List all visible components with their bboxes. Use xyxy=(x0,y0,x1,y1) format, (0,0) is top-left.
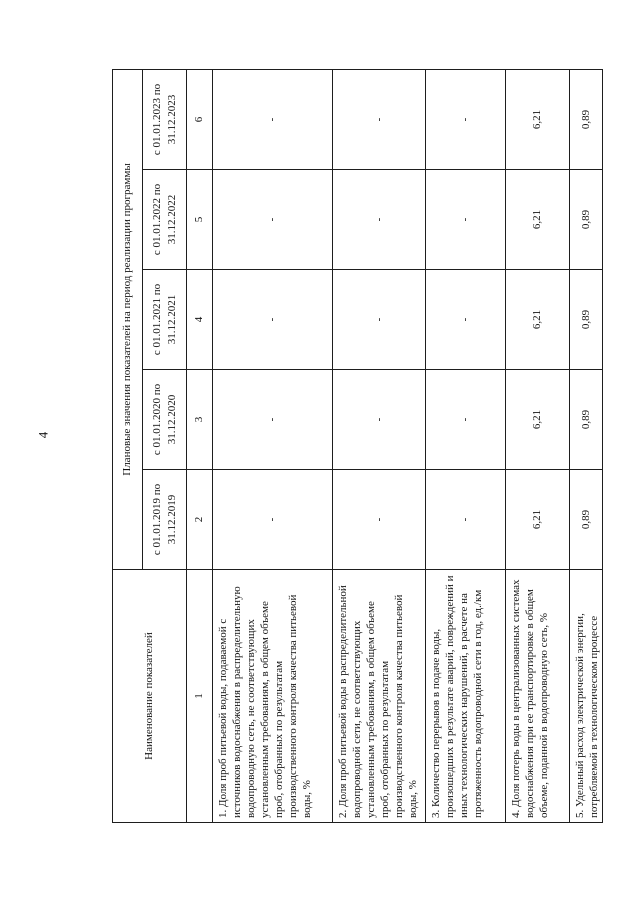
planned-values-group-header: Плановые значения показателей на период реализации программы xyxy=(113,69,143,569)
indicator-value: - xyxy=(333,470,426,570)
indicator-name: 1. Доля проб питьевой воды, подаваемой с источников водоснабжения в распределительную водопроводную сеть, не соответствующих установленным требованиям, в общем объеме проб, отобранных по результатам производственного контроля качества питьевой воды, % xyxy=(213,570,333,823)
indicator-value: - xyxy=(426,370,506,470)
indicator-value: - xyxy=(333,370,426,470)
indicator-value: 6,21 xyxy=(506,170,570,270)
indicator-name: 4. Доля потерь воды в централизованных системах водоснабжения при ее транспортировке в общем объеме, поданной в водопроводную сеть, % xyxy=(506,570,570,823)
indicator-value: - xyxy=(213,470,333,570)
table-row xyxy=(570,69,603,822)
period-header: с 01.01.2023 по 31.12.2023 xyxy=(143,69,187,169)
indicator-name: 3. Количество перерывов в подаче воды, произошедших в результате аварий, повреждений и иных технологических нарушений, в расчете на протяженность водопроводной сети в год, ед./км xyxy=(426,570,506,823)
indicator-value: 6,21 xyxy=(506,270,570,370)
indicator-value: 6,21 xyxy=(506,470,570,570)
indicator-value: - xyxy=(333,270,426,370)
period-header: с 01.01.2022 по 31.12.2022 xyxy=(143,170,187,270)
indicator-value: 0,89 xyxy=(570,370,603,470)
indicator-value: - xyxy=(426,270,506,370)
column-number: 1 xyxy=(187,570,213,823)
indicator-value: 0,89 xyxy=(570,470,603,570)
column-number: 6 xyxy=(187,69,213,169)
table-row xyxy=(506,69,570,822)
indicator-value: - xyxy=(213,270,333,370)
indicator-value: 0,89 xyxy=(570,270,603,370)
column-number: 4 xyxy=(187,270,213,370)
indicator-value: 6,21 xyxy=(506,69,570,169)
column-number: 3 xyxy=(187,370,213,470)
indicator-value: 0,89 xyxy=(570,69,603,169)
indicator-value: - xyxy=(333,170,426,270)
period-header: с 01.01.2019 по 31.12.2019 xyxy=(143,470,187,570)
indicator-name: 5. Удельный расход электрической энергии, потребляемой в технологическом процессе xyxy=(570,570,603,823)
page-number: 4 xyxy=(35,431,51,439)
indicator-name: 2. Доля проб питьевой воды в распределительной водопроводной сети, не соответствующих установленным требованиям, в общем объеме проб, отобранных по результатам производственного контроля качества питьевой воды, % xyxy=(333,570,426,823)
indicator-value: 0,89 xyxy=(570,170,603,270)
indicator-value: - xyxy=(426,470,506,570)
indicator-value: - xyxy=(426,170,506,270)
table-row xyxy=(333,69,426,822)
indicator-value: - xyxy=(426,69,506,169)
indicator-value: - xyxy=(333,69,426,169)
period-header: с 01.01.2021 по 31.12.2021 xyxy=(143,270,187,370)
indicators-table xyxy=(112,69,603,823)
indicator-value: - xyxy=(213,69,333,169)
name-column-header: Наименование показателей xyxy=(113,570,187,823)
indicators-table-rotated xyxy=(112,70,601,823)
indicator-value: 6,21 xyxy=(506,370,570,470)
indicator-value: - xyxy=(213,370,333,470)
column-number: 2 xyxy=(187,470,213,570)
table-row xyxy=(213,69,333,822)
indicator-value: - xyxy=(213,170,333,270)
table-row xyxy=(426,69,506,822)
column-number: 5 xyxy=(187,170,213,270)
period-header: с 01.01.2020 по 31.12.2020 xyxy=(143,370,187,470)
